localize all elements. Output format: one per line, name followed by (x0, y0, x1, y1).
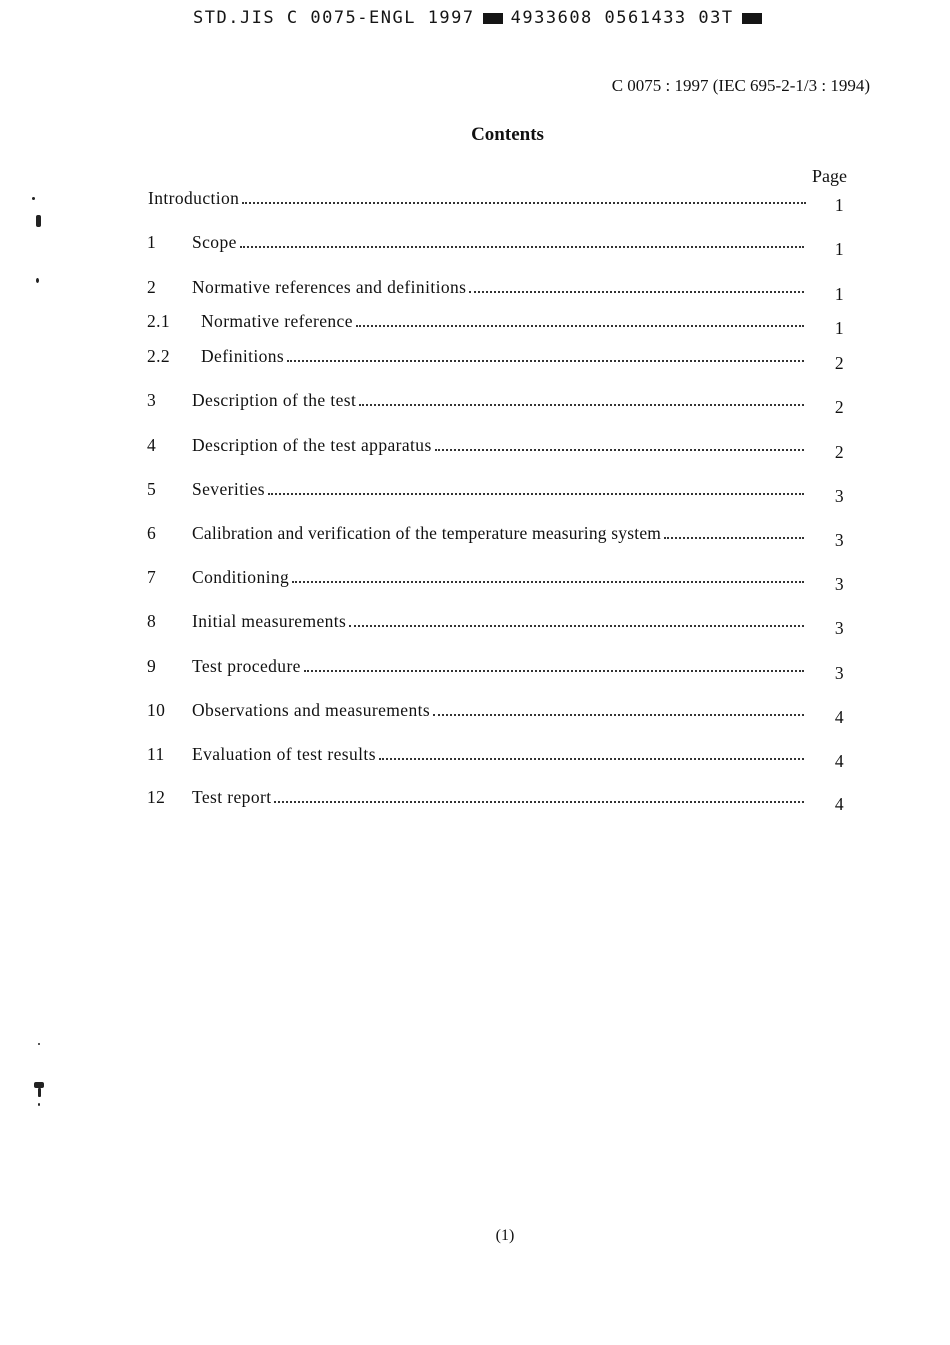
toc-entry (192, 523, 806, 544)
toc-page: 3 (834, 530, 844, 550)
toc-page: 1 (834, 195, 844, 215)
toc-label: Normative reference (201, 311, 353, 331)
stamp-serial: 4933608 0561433 03T (510, 8, 734, 28)
toc-label: Normative references and definitions (192, 277, 467, 297)
toc-label: Severities (192, 479, 266, 499)
toc-row-calibration[interactable] (147, 523, 857, 550)
toc-label: Initial measurements (192, 611, 347, 631)
toc-page: 2 (834, 353, 844, 373)
toc-row-description-test[interactable] (147, 390, 857, 417)
toc-page: 1 (834, 284, 844, 304)
page-number: (1) (495, 1227, 515, 1244)
scan-speck (38, 1088, 41, 1097)
toc-number: 9 (147, 656, 157, 676)
toc-number: 6 (147, 523, 157, 543)
toc-page: 4 (834, 794, 844, 814)
dot-leader (240, 234, 804, 248)
dot-leader (287, 348, 804, 362)
toc-entry (201, 311, 806, 332)
toc-entry (192, 479, 806, 500)
toc-label: Description of the test apparatus (192, 435, 432, 455)
toc-number: 10 (147, 700, 166, 720)
toc-page: 1 (834, 239, 844, 259)
toc-page: 3 (834, 663, 844, 683)
toc-number: 8 (147, 611, 157, 631)
toc-entry (192, 277, 806, 298)
toc-number: 11 (147, 744, 165, 764)
toc-label: Observations and measurements (192, 700, 431, 720)
scan-speck (32, 197, 35, 200)
toc-row-introduction[interactable] (147, 188, 857, 215)
toc-row-evaluation[interactable] (147, 744, 857, 771)
scan-speck (38, 1103, 40, 1106)
toc-row-description-apparatus[interactable] (147, 435, 857, 462)
toc-row-normative-references[interactable] (147, 277, 857, 304)
toc-row-conditioning[interactable] (147, 567, 857, 594)
scan-speck (36, 215, 41, 227)
toc-entry (192, 787, 806, 808)
toc-page: 1 (834, 318, 844, 338)
toc-number: 5 (147, 479, 157, 499)
toc-number: 2 (147, 277, 157, 297)
page-column-header: Page (812, 166, 847, 186)
toc-page: 4 (834, 751, 844, 771)
toc-number: 4 (147, 435, 157, 455)
dot-leader (469, 279, 804, 293)
dot-leader (435, 437, 804, 451)
toc-entry (192, 232, 806, 253)
toc-entry (192, 744, 806, 765)
dot-leader (379, 746, 804, 760)
toc-label: Evaluation of test results (192, 744, 376, 764)
dot-leader (292, 569, 804, 583)
dot-leader (274, 789, 804, 803)
dot-leader (349, 613, 804, 627)
toc-entry (192, 435, 806, 456)
toc-page: 3 (834, 574, 844, 594)
toc-page: 4 (834, 707, 844, 727)
toc-label: Scope (192, 232, 237, 252)
redaction-block (483, 13, 503, 24)
contents-title: Contents (471, 124, 544, 145)
dot-leader (664, 525, 804, 539)
toc-number: 2.2 (147, 346, 171, 366)
toc-number: 2.1 (147, 311, 171, 331)
toc-row-initial-measurements[interactable] (147, 611, 857, 638)
toc-entry (201, 346, 806, 367)
stamp-code: STD.JIS C 0075-ENGL 1997 (193, 8, 475, 28)
toc-page: 2 (834, 397, 844, 417)
toc-number: 3 (147, 390, 157, 410)
toc-entry (192, 567, 806, 588)
toc-label: Introduction (148, 188, 240, 208)
scan-speck (38, 1043, 40, 1045)
document-reference: C 0075 : 1997 (IEC 695-2-1/3 : 1994) (611, 76, 870, 95)
toc-entry (192, 700, 806, 721)
toc-label: Definitions (201, 346, 285, 366)
toc-entry (192, 390, 806, 411)
toc-label: Test procedure (192, 656, 301, 676)
dot-leader (304, 658, 804, 672)
dot-leader (359, 392, 804, 406)
toc-label: Description of the test (192, 390, 357, 410)
toc-page: 2 (834, 442, 844, 462)
toc-label: Conditioning (192, 567, 290, 587)
toc-row-observations[interactable] (147, 700, 857, 727)
toc-page: 3 (834, 486, 844, 506)
dot-leader (356, 313, 804, 327)
toc-entry (192, 611, 806, 632)
toc-entry (148, 188, 808, 209)
toc-label: Test report (192, 787, 272, 807)
scan-speck (36, 278, 39, 283)
toc-page: 3 (834, 618, 844, 638)
document-stamp (193, 8, 770, 28)
toc-row-definitions[interactable] (147, 346, 857, 373)
toc-row-scope[interactable] (147, 232, 857, 259)
toc-row-test-procedure[interactable] (147, 656, 857, 683)
dot-leader (433, 702, 804, 716)
toc-label: Calibration and verification of the temperature measuring system (192, 523, 662, 543)
toc-number: 12 (147, 787, 166, 807)
toc-row-severities[interactable] (147, 479, 857, 506)
redaction-block (742, 13, 762, 24)
toc-row-test-report[interactable] (147, 787, 857, 814)
dot-leader (242, 190, 806, 204)
toc-row-normative-reference[interactable] (147, 311, 857, 338)
toc-number: 7 (147, 567, 157, 587)
dot-leader (268, 481, 804, 495)
toc-number: 1 (147, 232, 157, 252)
toc-entry (192, 656, 806, 677)
